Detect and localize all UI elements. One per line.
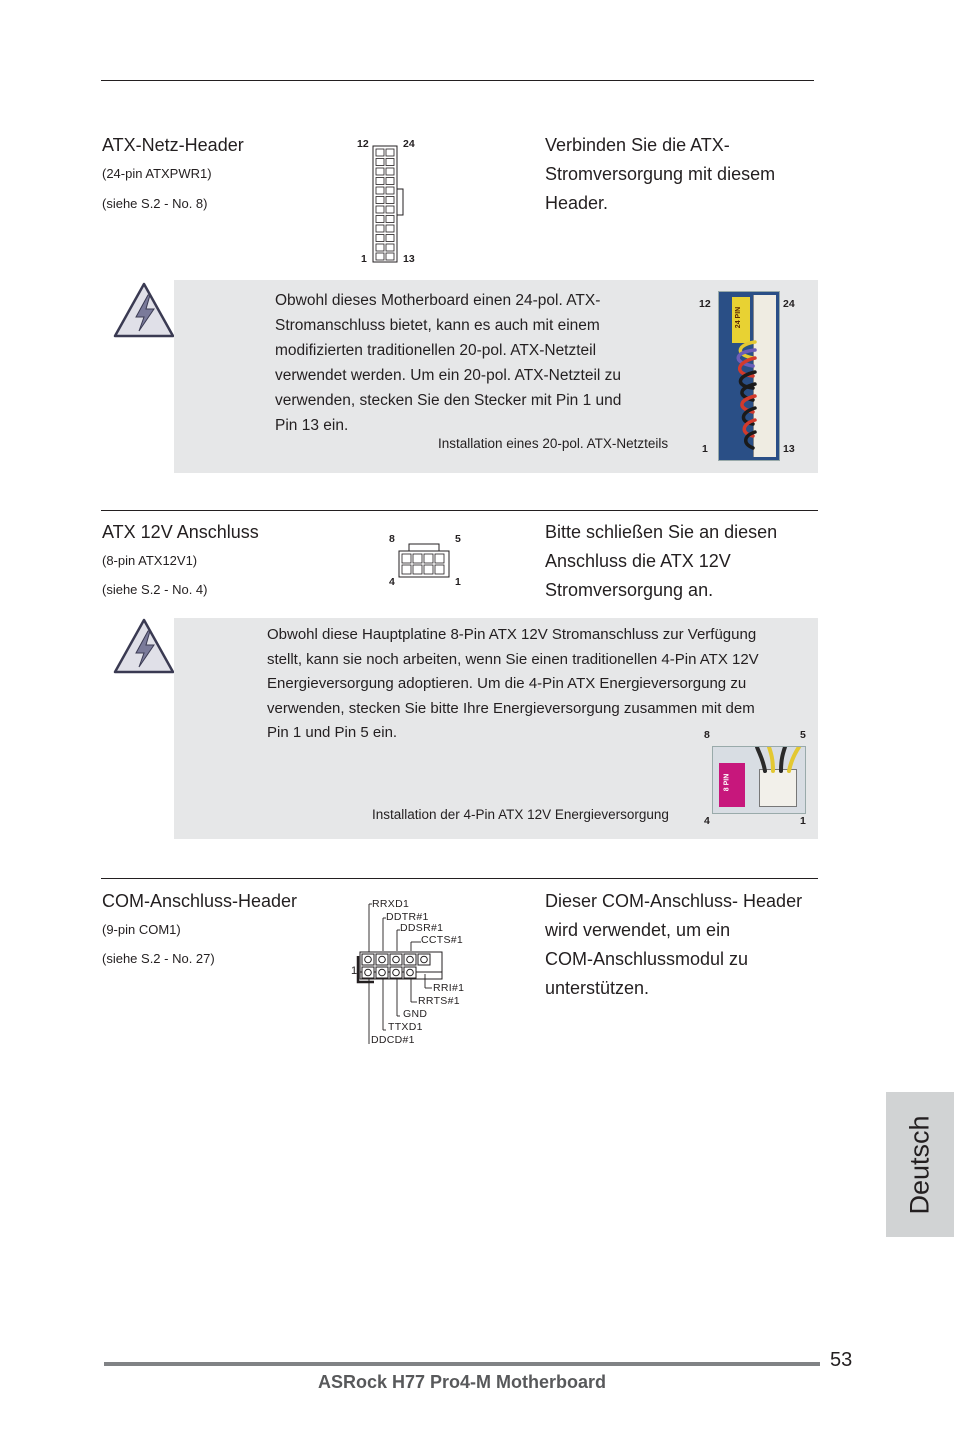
atx8-label-8: 8	[389, 533, 395, 545]
atx8-label-4: 4	[389, 576, 395, 588]
warning-icon	[112, 617, 176, 675]
language-tab	[886, 1092, 954, 1237]
photo24-label-13: 13	[783, 443, 795, 455]
atx12v-pin-info: (8-pin ATX12V1)	[102, 553, 198, 568]
photo-wires	[713, 747, 805, 813]
note-line: Obwohl dieses Motherboard einen 24-pol. ATX-	[275, 292, 601, 309]
note-line: verwendet werden. Um ein 20-pol. ATX-Netzteil zu	[275, 367, 622, 384]
top-rule	[101, 80, 814, 81]
atx12v-desc-line: Anschluss die ATX 12V	[545, 551, 731, 571]
atx-8pin-photo	[712, 746, 806, 814]
photo8-label-5: 5	[800, 729, 806, 741]
photo-tag-text: 8 PIN	[723, 773, 731, 792]
atx12v-description	[545, 518, 815, 605]
photo24-label-12: 12	[699, 298, 711, 310]
com-desc-line: wird verwendet, um ein	[545, 920, 731, 940]
atx12v-desc-line: Bitte schließen Sie an diesen	[545, 522, 778, 542]
com-signal-ddsr1: DDSR#1	[400, 922, 444, 934]
com-desc-line: COM-Anschlussmodul zu	[545, 949, 749, 969]
photo-tag-text: 24 PIN	[735, 306, 743, 329]
note-line: modifizierten traditionellen 20-pol. ATX-Netzteil	[275, 342, 597, 359]
com-desc-line: unterstützen.	[545, 978, 650, 998]
atx-power-desc-line: Header.	[545, 193, 609, 213]
com-signal-rrxd1: RRXD1	[372, 898, 410, 910]
footer-title: ASRock H77 Pro4-M Motherboard	[318, 1372, 607, 1392]
atx24-connector-graphic	[372, 145, 406, 265]
atx12v-desc-line: Stromversorgung an.	[545, 580, 714, 600]
atx12v-note-box	[174, 618, 818, 839]
atx12v-title: ATX 12V Anschluss	[102, 522, 259, 542]
com-signal-ddtr1: DDTR#1	[386, 911, 429, 923]
footer-bar	[104, 1362, 820, 1366]
atx24-label-13: 13	[403, 253, 415, 265]
atx-power-title: ATX-Netz-Header	[102, 135, 244, 155]
section-rule	[101, 878, 818, 879]
atx24-label-12: 12	[357, 138, 369, 150]
com-signal-ccts1: CCTS#1	[421, 934, 464, 946]
atx12v-note	[267, 623, 818, 746]
com-desc-line: Dieser COM-Anschluss- Header	[545, 891, 803, 911]
atx-power-note	[275, 288, 675, 438]
atx24-label-1: 1	[361, 253, 367, 265]
atx-power-caption: Installation eines 20-pol. ATX-Netzteils	[438, 436, 669, 451]
atx-24pin-photo	[718, 291, 780, 461]
atx-power-desc-line: Verbinden Sie die ATX-	[545, 135, 730, 155]
photo-wires	[719, 292, 779, 460]
com-title: COM-Anschluss-Header	[102, 891, 298, 911]
note-line: stellt, kann sie noch arbeiten, wenn Sie einen traditionellen 4-Pin ATX 12V	[267, 650, 759, 668]
com-ref: (siehe S.2 - No. 27)	[102, 951, 215, 966]
atx12v-ref: (siehe S.2 - No. 4)	[102, 582, 208, 597]
photo8-label-4: 4	[704, 815, 710, 827]
photo8-label-8: 8	[704, 729, 710, 741]
com-signal-ddcd1: DDCD#1	[371, 1034, 415, 1046]
atx-power-description	[545, 131, 815, 218]
com-pin1-label: 1	[351, 965, 358, 977]
atx-power-ref: (siehe S.2 - No. 8)	[102, 196, 208, 211]
warning-icon	[112, 281, 176, 339]
photo24-label-1: 1	[702, 443, 708, 455]
note-line: verwenden, stecken Sie bitte Ihre Energieversorgung zusammen mit dem	[267, 699, 755, 717]
note-line: Pin 13 ein.	[275, 417, 349, 434]
atx-power-pin-info: (24-pin ATXPWR1)	[102, 166, 212, 181]
page-number: 53	[830, 1349, 853, 1371]
note-line: Pin 1 und Pin 5 ein.	[267, 724, 398, 741]
com-signal-rrts1: RRTS#1	[418, 995, 460, 1007]
atx8-label-1: 1	[455, 576, 461, 588]
com-signal-ttxd1: TTXD1	[388, 1021, 423, 1033]
note-line: Energieversorgung adoptieren. Um die 4-Pin ATX Energieversorgung zu	[267, 675, 747, 692]
atx-power-note-box	[174, 280, 818, 473]
section-rule	[101, 510, 818, 511]
atx8-connector-graphic	[397, 543, 451, 579]
atx24-label-24: 24	[403, 138, 415, 150]
language-tab-label: Deutsch	[904, 1114, 935, 1215]
atx12v-caption: Installation der 4-Pin ATX 12V Energieversorgung	[372, 807, 669, 822]
note-line: verwenden, stecken Sie den Stecker mit Pin 1 und	[275, 392, 622, 409]
photo24-label-24: 24	[783, 298, 795, 310]
note-line: Stromanschluss bietet, kann es auch mit einem	[275, 317, 600, 334]
photo8-label-1: 1	[800, 815, 806, 827]
com-pin-info: (9-pin COM1)	[102, 922, 181, 937]
atx-power-desc-line: Stromversorgung mit diesem	[545, 164, 776, 184]
com-signal-rri1: RRI#1	[433, 982, 465, 994]
note-line: Obwohl diese Hauptplatine 8-Pin ATX 12V Stromanschluss zur Verfügung	[267, 626, 757, 643]
com-signal-gnd: GND	[403, 1008, 428, 1020]
com-description	[545, 887, 825, 1003]
atx8-label-5: 5	[455, 533, 461, 545]
